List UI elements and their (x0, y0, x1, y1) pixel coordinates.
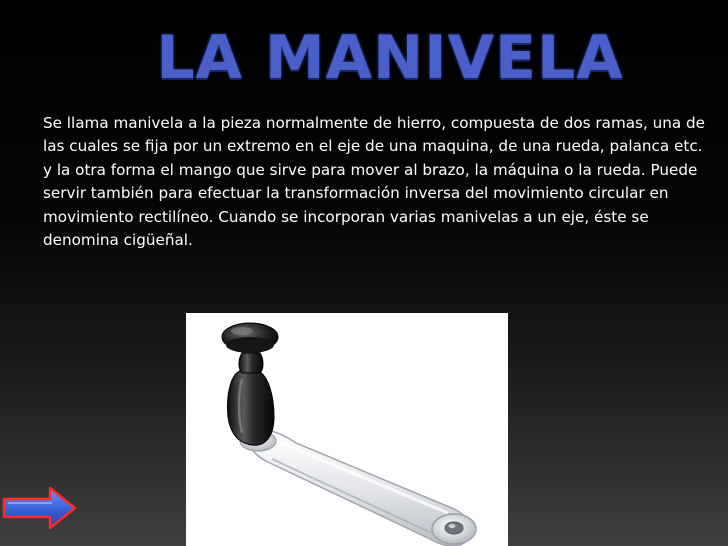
crank-handle-image (186, 313, 508, 546)
next-arrow-icon[interactable] (2, 485, 78, 531)
slide-title: LA MANIVELA (156, 23, 624, 93)
slide-body-text: Se llama manivela a la pieza normalmente de hierro, compuesta de dos ramas, una de las cuales se fija por un extremo en el eje de una maquina, de una rueda, palanca etc. y la otra forma el mango que sirve para mover al brazo, la máquina o la rueda. Puede servir también para efectuar la transformación inversa del movimiento circular en movimiento rectilíneo. Cuando se incorporan varias manivelas a un eje, éste se denomina cigüeñal. (43, 114, 705, 250)
